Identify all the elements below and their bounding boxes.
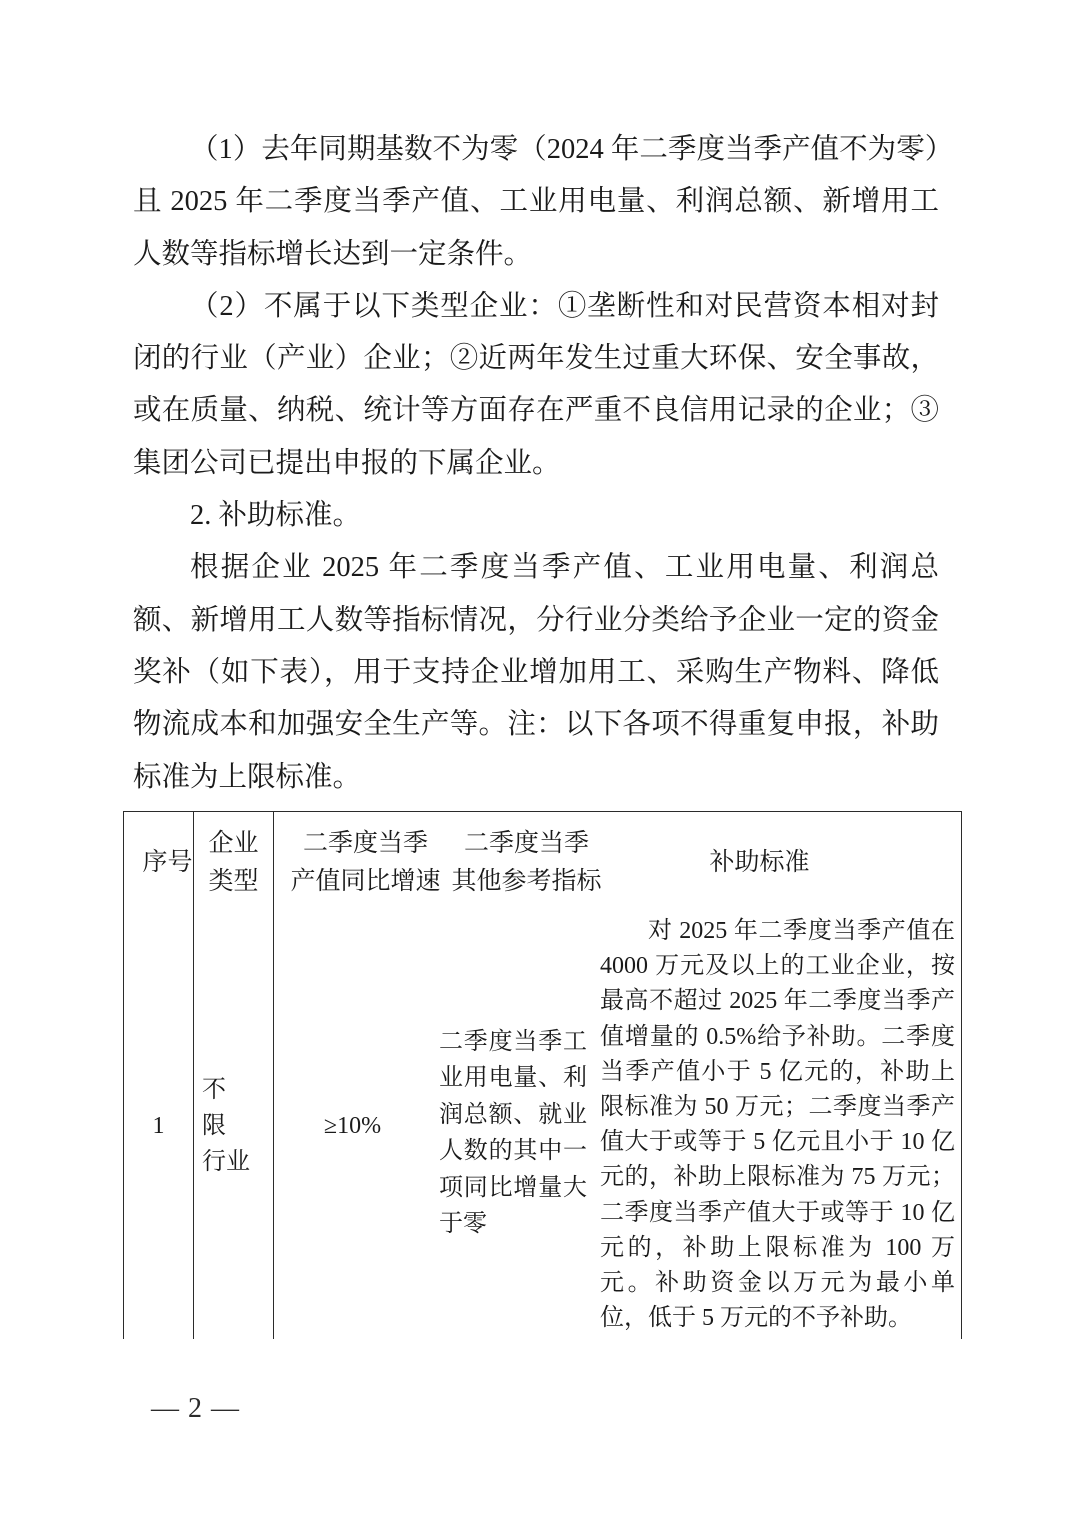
header-subsidy-standard-label: 补助标准 — [709, 848, 810, 876]
header-output-growth-line1: 二季度当季 — [302, 829, 428, 857]
header-other-indicators-line1: 二季度当季 — [463, 829, 589, 857]
header-enterprise-type — [194, 812, 273, 913]
cell-subsidy-standard — [596, 913, 961, 1339]
cell-enterprise-type — [194, 913, 273, 1339]
header-seq — [133, 812, 202, 913]
header-enterprise-type-line1: 企业 — [208, 829, 259, 857]
paragraph-subsidy-description: 根据企业 2025 年二季度当季产值、工业用电量、利润总额、新增用工人数等指标情况，分行业分类给予企业一定的资金奖补（如下表），用于支持企业增加用工、采购生产物料、降低物流成本和加强安全生产等。注：以下各项不得重复申报，补助标准为上限标准。 — [133, 552, 939, 793]
cell-output-growth-value: ≥10% — [323, 1112, 382, 1139]
header-output-growth — [287, 812, 444, 913]
column-output-growth — [274, 812, 441, 1339]
header-other-indicators-line2: 其他参考指标 — [451, 867, 602, 895]
cell-enterprise-type-line2: 行业 — [202, 1149, 250, 1175]
cell-seq-value: 1 — [152, 1112, 165, 1139]
column-subsidy-standard — [596, 812, 961, 1339]
cell-seq — [124, 913, 193, 1339]
page-number: — 2 — — [151, 1393, 240, 1424]
cell-enterprise-type-line1: 不 限 — [202, 1077, 250, 1139]
header-enterprise-type-line2: 类型 — [208, 867, 259, 895]
header-seq-label: 序号 — [142, 848, 193, 876]
paragraph-condition-2: （2）不属于以下类型企业：①垄断性和对民营资本相对封闭的行业（产业）企业；②近两年发生过重大环保、安全事故，或在质量、纳税、统计等方面存在严重不良信用记录的企业；③集团公司已提出申报的下属企业。 — [133, 290, 939, 479]
paragraph-subsidy-standard-heading: 2. 补助标准。 — [190, 500, 362, 532]
body-text — [133, 124, 939, 804]
cell-other-indicators-text: 二季度当季工业用电量、利润总额、就业人数的其中一项同比增量大于零 — [439, 1028, 587, 1237]
cell-other-indicators — [431, 913, 596, 1339]
header-output-growth-line2: 产值同比增速 — [290, 867, 441, 895]
cell-output-growth — [274, 913, 431, 1339]
column-seq — [124, 812, 194, 1339]
column-enterprise-type — [194, 812, 274, 1339]
column-other-indicators — [431, 812, 602, 1339]
cell-subsidy-standard-text: 对 2025 年二季度当季产值在 4000 万元及以上的工业企业，按最高不超过 2025 年二季度当季产值增量的 0.5%给予补助。二季度当季产值小于 5 亿元的，补助上限标准为 50 万元；二季度当季产值大于或等于 5 亿元且小于 10 亿元的，补助上限标准为 75 万元；二季度当季产值大于或等于 10 亿元的，补助上限标准为 100 万元。补助资金以万元为最小单位，低于 5 万元的不予补助。 — [600, 918, 955, 1332]
paragraph-condition-1: （1）去年同期基数不为零（2024 年二季度当季产值不为零）且 2025 年二季度当季产值、工业用电量、利润总额、新增用工人数等指标增长达到一定条件。 — [133, 134, 939, 270]
subsidy-table — [123, 811, 962, 1339]
header-subsidy-standard — [577, 812, 942, 913]
